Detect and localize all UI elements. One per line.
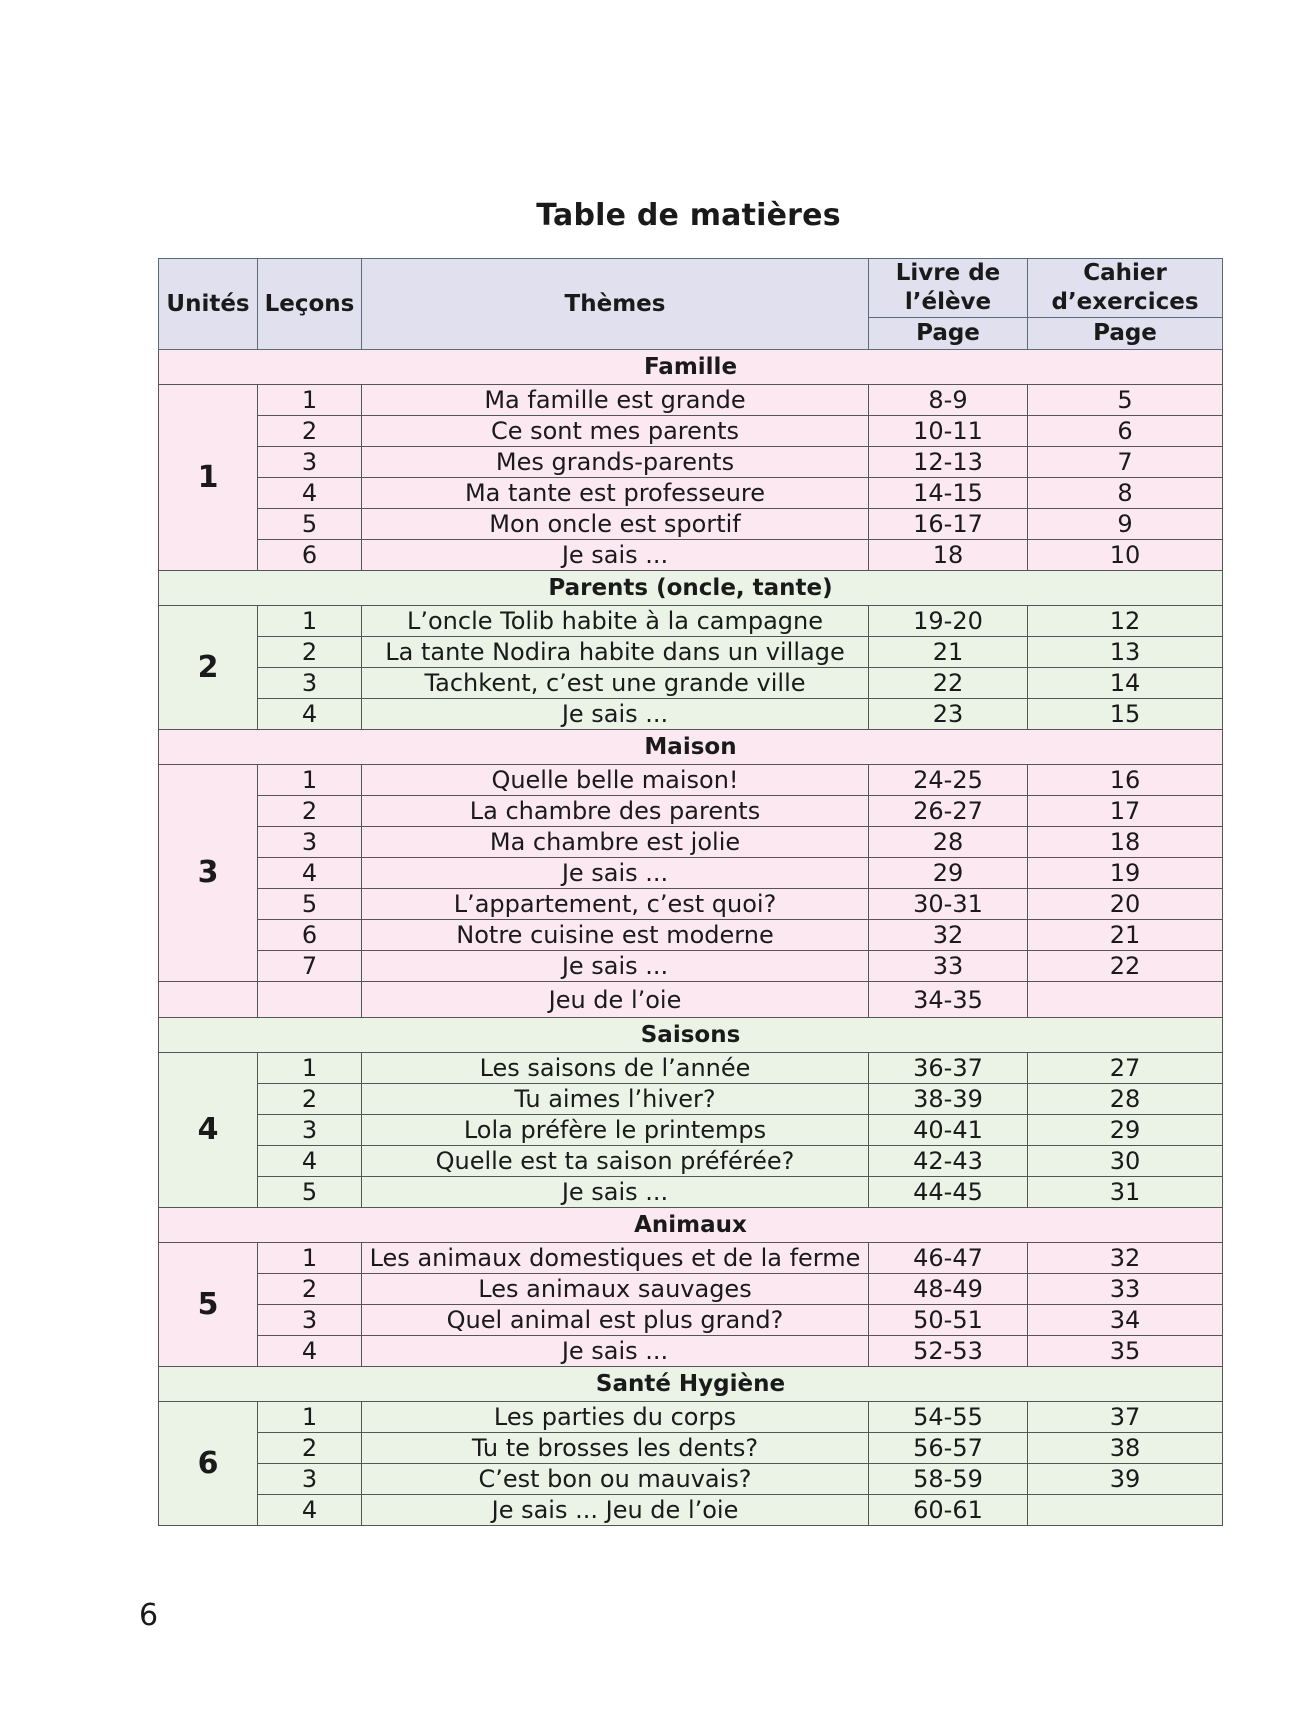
unit-number: 2	[159, 606, 258, 730]
section-row	[159, 350, 1223, 385]
lesson-theme: Je sais ... Jeu de l’oie	[362, 1495, 869, 1526]
lesson-theme: Mes grands-parents	[362, 447, 869, 478]
lesson-number: 2	[258, 1274, 362, 1305]
table-of-contents	[158, 258, 1223, 1526]
livre-page: 60-61	[869, 1495, 1028, 1526]
cahier-page: 22	[1028, 951, 1223, 982]
livre-page: 48-49	[869, 1274, 1028, 1305]
table-row	[159, 478, 1223, 509]
cahier-page: 6	[1028, 416, 1223, 447]
livre-page: 12-13	[869, 447, 1028, 478]
section-title: Santé Hygiène	[159, 1367, 1223, 1402]
livre-page: 36-37	[869, 1053, 1028, 1084]
lesson-theme: Je sais ...	[362, 858, 869, 889]
lesson-number: 2	[258, 1084, 362, 1115]
livre-page: 30-31	[869, 889, 1028, 920]
cahier-page: 21	[1028, 920, 1223, 951]
unit-number: 3	[159, 765, 258, 982]
livre-page: 46-47	[869, 1243, 1028, 1274]
cahier-page: 19	[1028, 858, 1223, 889]
unit-number: 1	[159, 385, 258, 571]
lesson-number: 3	[258, 1305, 362, 1336]
lesson-number: 5	[258, 509, 362, 540]
cahier-page: 34	[1028, 1305, 1223, 1336]
lesson-number: 4	[258, 1336, 362, 1367]
table-row	[159, 889, 1223, 920]
livre-page: 52-53	[869, 1336, 1028, 1367]
table-row	[159, 416, 1223, 447]
table-row	[159, 637, 1223, 668]
lesson-theme: Je sais ...	[362, 951, 869, 982]
lesson-theme: Jeu de l’oie	[362, 982, 869, 1018]
livre-page: 50-51	[869, 1305, 1028, 1336]
lesson-number: 4	[258, 478, 362, 509]
lesson-theme: L’appartement, c’est quoi?	[362, 889, 869, 920]
lesson-number: 2	[258, 416, 362, 447]
section-title: Maison	[159, 730, 1223, 765]
section-row	[159, 1367, 1223, 1402]
header-cahier-line1: Cahier	[1083, 260, 1167, 286]
lesson-number: 5	[258, 889, 362, 920]
unit-number: 6	[159, 1402, 258, 1526]
lesson-theme: La chambre des parents	[362, 796, 869, 827]
cahier-page: 12	[1028, 606, 1223, 637]
livre-page: 32	[869, 920, 1028, 951]
cahier-page	[1028, 982, 1223, 1018]
lesson-theme: Tachkent, c’est une grande ville	[362, 668, 869, 699]
lesson-theme: Ma chambre est jolie	[362, 827, 869, 858]
cahier-page: 9	[1028, 509, 1223, 540]
lesson-theme: Quel animal est plus grand?	[362, 1305, 869, 1336]
cahier-page: 18	[1028, 827, 1223, 858]
lesson-theme: C’est bon ou mauvais?	[362, 1464, 869, 1495]
lesson-number: 3	[258, 1464, 362, 1495]
cahier-page: 10	[1028, 540, 1223, 571]
cahier-page: 17	[1028, 796, 1223, 827]
lesson-number: 1	[258, 765, 362, 796]
livre-page: 42-43	[869, 1146, 1028, 1177]
livre-page: 19-20	[869, 606, 1028, 637]
table-row	[159, 1495, 1223, 1526]
livre-page: 14-15	[869, 478, 1028, 509]
lesson-number: 2	[258, 1433, 362, 1464]
livre-page: 34-35	[869, 982, 1028, 1018]
lesson-theme: Les animaux sauvages	[362, 1274, 869, 1305]
header-cahier-line2: d’exercices	[1051, 289, 1199, 315]
lesson-number: 4	[258, 858, 362, 889]
lesson-number: 1	[258, 606, 362, 637]
header-cahier-page: Page	[1028, 318, 1223, 350]
section-row	[159, 1018, 1223, 1053]
lesson-theme: Tu te brosses les dents?	[362, 1433, 869, 1464]
lesson-number: 6	[258, 920, 362, 951]
table-body	[159, 350, 1223, 1526]
lesson-theme: Ce sont mes parents	[362, 416, 869, 447]
cahier-page: 32	[1028, 1243, 1223, 1274]
lesson-number: 1	[258, 1243, 362, 1274]
lesson-number: 2	[258, 637, 362, 668]
table-row	[159, 1053, 1223, 1084]
header-unites: Unités	[159, 259, 258, 350]
cahier-page: 35	[1028, 1336, 1223, 1367]
section-title: Animaux	[159, 1208, 1223, 1243]
lesson-theme: Quelle belle maison!	[362, 765, 869, 796]
table-row	[159, 765, 1223, 796]
header-livre	[869, 259, 1028, 318]
livre-page: 18	[869, 540, 1028, 571]
section-row	[159, 1208, 1223, 1243]
header-livre-line2: l’élève	[904, 289, 992, 315]
lesson-number: 1	[258, 385, 362, 416]
cahier-page: 28	[1028, 1084, 1223, 1115]
cahier-page: 16	[1028, 765, 1223, 796]
table-row	[159, 1115, 1223, 1146]
table-row	[159, 827, 1223, 858]
cahier-page: 13	[1028, 637, 1223, 668]
cahier-page: 30	[1028, 1146, 1223, 1177]
lesson-number: 1	[258, 1402, 362, 1433]
cahier-page: 15	[1028, 699, 1223, 730]
lesson-theme: Lola préfère le printemps	[362, 1115, 869, 1146]
livre-page: 29	[869, 858, 1028, 889]
unit-number: 4	[159, 1053, 258, 1208]
table-row	[159, 951, 1223, 982]
table-row	[159, 699, 1223, 730]
cahier-page	[1028, 1495, 1223, 1526]
lesson-number: 4	[258, 1495, 362, 1526]
livre-page: 40-41	[869, 1115, 1028, 1146]
cahier-page: 33	[1028, 1274, 1223, 1305]
table-row	[159, 1305, 1223, 1336]
section-title: Saisons	[159, 1018, 1223, 1053]
section-row	[159, 730, 1223, 765]
lesson-number: 3	[258, 447, 362, 478]
table-row	[159, 1084, 1223, 1115]
livre-page: 58-59	[869, 1464, 1028, 1495]
cahier-page: 14	[1028, 668, 1223, 699]
cahier-page: 27	[1028, 1053, 1223, 1084]
table-row	[159, 982, 1223, 1018]
table-row	[159, 606, 1223, 637]
lesson-theme: La tante Nodira habite dans un village	[362, 637, 869, 668]
lesson-theme: Les animaux domestiques et de la ferme	[362, 1243, 869, 1274]
section-title: Parents (oncle, tante)	[159, 571, 1223, 606]
table-header	[159, 259, 1223, 350]
table-row	[159, 540, 1223, 571]
livre-page: 10-11	[869, 416, 1028, 447]
lesson-theme: Notre cuisine est moderne	[362, 920, 869, 951]
livre-page: 56-57	[869, 1433, 1028, 1464]
header-themes: Thèmes	[362, 259, 869, 350]
livre-page: 26-27	[869, 796, 1028, 827]
header-cahier	[1028, 259, 1223, 318]
table-row	[159, 1146, 1223, 1177]
livre-page: 21	[869, 637, 1028, 668]
cahier-page: 39	[1028, 1464, 1223, 1495]
header-lecons: Leçons	[258, 259, 362, 350]
table-row	[159, 668, 1223, 699]
cahier-page: 29	[1028, 1115, 1223, 1146]
lesson-theme: Les parties du corps	[362, 1402, 869, 1433]
livre-page: 8-9	[869, 385, 1028, 416]
table-row	[159, 385, 1223, 416]
lesson-number: 3	[258, 827, 362, 858]
lesson-theme: Je sais ...	[362, 699, 869, 730]
table-row	[159, 858, 1223, 889]
lesson-number: 4	[258, 699, 362, 730]
unit-number-empty	[159, 982, 258, 1018]
lesson-number: 5	[258, 1177, 362, 1208]
lesson-theme: Mon oncle est sportif	[362, 509, 869, 540]
lesson-theme: Je sais ...	[362, 540, 869, 571]
livre-page: 22	[869, 668, 1028, 699]
livre-page: 28	[869, 827, 1028, 858]
cahier-page: 5	[1028, 385, 1223, 416]
cahier-page: 20	[1028, 889, 1223, 920]
header-livre-page: Page	[869, 318, 1028, 350]
lesson-theme: Tu aimes l’hiver?	[362, 1084, 869, 1115]
livre-page: 33	[869, 951, 1028, 982]
table-row	[159, 796, 1223, 827]
page-number: 6	[139, 1598, 159, 1633]
header-livre-line1: Livre de	[895, 260, 1001, 286]
lesson-number: 3	[258, 668, 362, 699]
table-row	[159, 1177, 1223, 1208]
lesson-theme: Ma famille est grande	[362, 385, 869, 416]
livre-page: 54-55	[869, 1402, 1028, 1433]
table-row	[159, 1464, 1223, 1495]
lesson-number: 1	[258, 1053, 362, 1084]
table-row	[159, 447, 1223, 478]
lesson-number: 4	[258, 1146, 362, 1177]
lesson-theme: Ma tante est professeure	[362, 478, 869, 509]
lesson-theme: Je sais ...	[362, 1336, 869, 1367]
lesson-number: 6	[258, 540, 362, 571]
lesson-number: 2	[258, 796, 362, 827]
section-row	[159, 571, 1223, 606]
lesson-theme: L’oncle Tolib habite à la campagne	[362, 606, 869, 637]
lesson-number: 7	[258, 951, 362, 982]
table-row	[159, 1243, 1223, 1274]
cahier-page: 31	[1028, 1177, 1223, 1208]
section-title: Famille	[159, 350, 1223, 385]
lesson-number: 3	[258, 1115, 362, 1146]
livre-page: 38-39	[869, 1084, 1028, 1115]
table-row	[159, 920, 1223, 951]
page-title: Table de matières	[536, 198, 841, 233]
lesson-theme: Les saisons de l’année	[362, 1053, 869, 1084]
lesson-theme: Je sais ...	[362, 1177, 869, 1208]
livre-page: 24-25	[869, 765, 1028, 796]
livre-page: 16-17	[869, 509, 1028, 540]
table-row	[159, 1274, 1223, 1305]
lesson-theme: Quelle est ta saison préférée?	[362, 1146, 869, 1177]
livre-page: 23	[869, 699, 1028, 730]
table-row	[159, 1336, 1223, 1367]
livre-page: 44-45	[869, 1177, 1028, 1208]
table-row	[159, 509, 1223, 540]
table-row	[159, 1402, 1223, 1433]
table-row	[159, 1433, 1223, 1464]
cahier-page: 8	[1028, 478, 1223, 509]
cahier-page: 7	[1028, 447, 1223, 478]
cahier-page: 37	[1028, 1402, 1223, 1433]
cahier-page: 38	[1028, 1433, 1223, 1464]
lesson-number-empty	[258, 982, 362, 1018]
unit-number: 5	[159, 1243, 258, 1367]
